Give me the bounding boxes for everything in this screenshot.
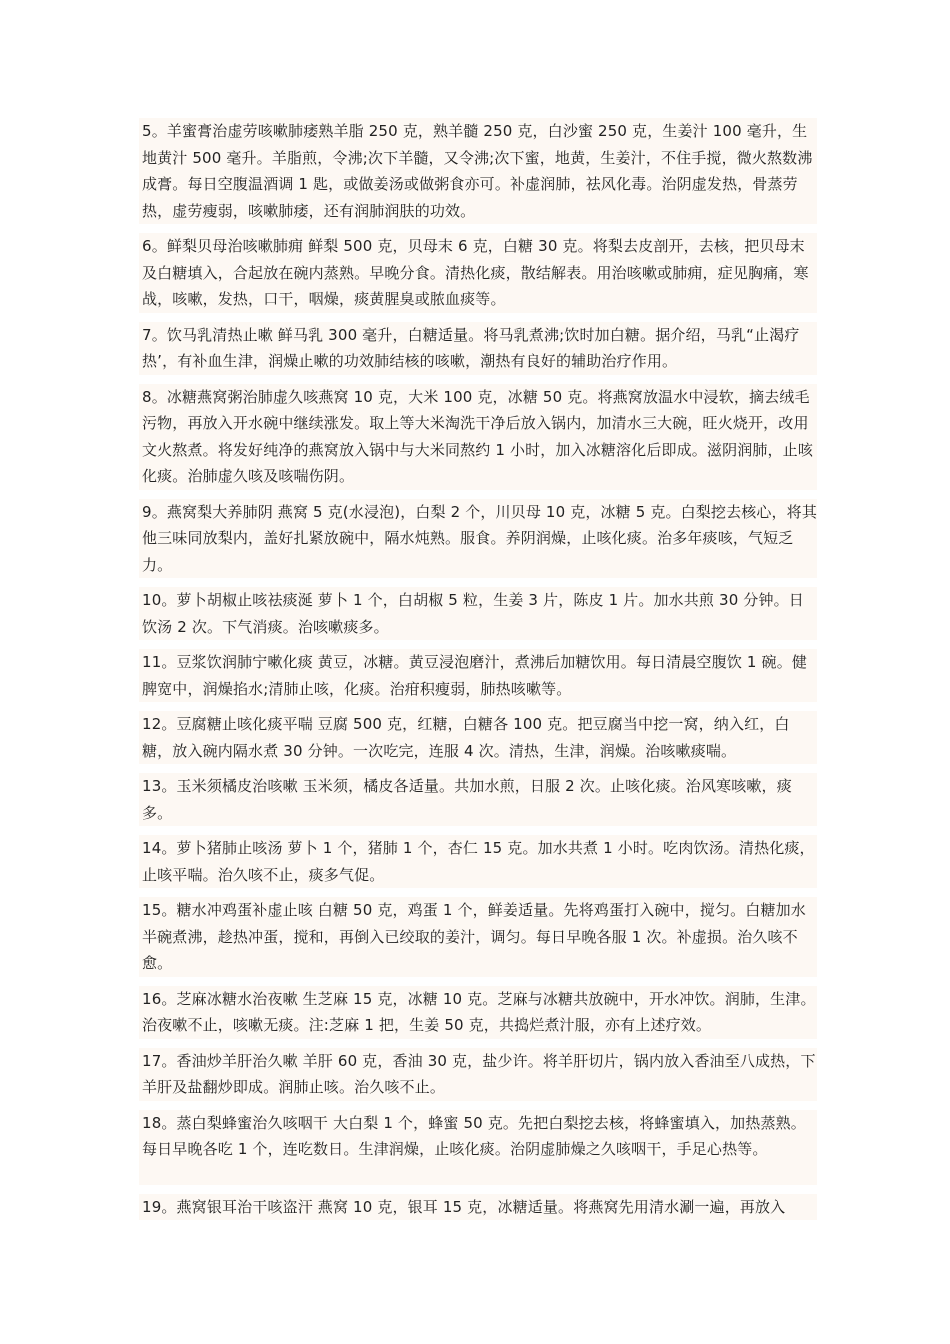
recipe-entry-7: 7。饮马乳清热止嗽 鲜马乳 300 毫升，白糖适量。将马乳煮沸;饮时加白糖。据介绍，马乳“止渴疗热’，有补血生津，润燥止嗽的功效肺结核的咳嗽，潮热有良好的辅助治疗作用。 [139,322,817,375]
recipe-entry-15: 15。糖水冲鸡蛋补虚止咳 白糖 50 克，鸡蛋 1 个，鲜姜适量。先将鸡蛋打入碗中，搅匀。白糖加水半碗煮沸，趁热冲蛋，搅和，再倒入已绞取的姜汁，调匀。每日早晚各服 1 次。补虚损。治久咳不愈。 [139,897,817,977]
recipe-entry-19: 19。燕窝银耳治干咳盗汗 燕窝 10 克，银耳 15 克，冰糖适量。将燕窝先用清水涮一遍，再放入 [139,1194,817,1221]
recipe-entry-9: 9。燕窝梨大养肺阴 燕窝 5 克(水浸泡)，白梨 2 个，川贝母 10 克，冰糖 5 克。白梨挖去核心，将其他三味同放梨内，盖好扎紧放碗中，隔水炖熟。服食。养阴润燥，止咳化痰。治多年痰咳，气短乏力。 [139,499,817,579]
recipe-entry-17: 17。香油炒羊肝治久嗽 羊肝 60 克，香油 30 克，盐少许。将羊肝切片，锅内放入香油至八成热，下羊肝及盐翻炒即成。润肺止咳。治久咳不止。 [139,1048,817,1101]
recipe-entry-8: 8。冰糖燕窝粥治肺虚久咳燕窝 10 克，大米 100 克，冰糖 50 克。将燕窝放温水中浸软，摘去绒毛污物，再放入开水碗中继续涨发。取上等大米淘洗干净后放入锅内，加清水三大碗，旺火烧开，改用文火熬煮。将发好纯净的燕窝放入锅中与大米同熬约 1 小时，加入冰糖溶化后即成。滋阴润肺，止咳化痰。治肺虚久咳及咳喘伤阴。 [139,384,817,490]
recipe-entry-16: 16。芝麻冰糖水治夜嗽 生芝麻 15 克，冰糖 10 克。芝麻与冰糖共放碗中，开水冲饮。润肺，生津。治夜嗽不止，咳嗽无痰。注:芝麻 1 把，生姜 50 克，共捣烂煮汁服，亦有上述疗效。 [139,986,817,1039]
recipe-entry-6: 6。鲜梨贝母治咳嗽肺痈 鲜梨 500 克，贝母末 6 克，白糖 30 克。将梨去皮剖开，去核，把贝母末及白糖填入，合起放在碗内蒸熟。早晚分食。清热化痰，散结解表。用治咳嗽或肺痈，症见胸痛，寒战，咳嗽，发热，口干，咽燥，痰黄腥臭或脓血痰等。 [139,233,817,313]
recipe-entry-5: 5。羊蜜膏治虚劳咳嗽肺痿熟羊脂 250 克，熟羊髓 250 克，白沙蜜 250 克，生姜汁 100 毫升，生地黄汁 500 毫升。羊脂煎，令沸;次下羊髓，又令沸;次下蜜，地黄，生姜汁，不住手搅，微火熬数沸成膏。每日空腹温酒调 1 匙，或做姜汤或做粥食亦可。补虚润肺，祛风化毒。治阴虚发热，骨蒸劳热，虚劳瘦弱，咳嗽肺痿，还有润肺润肤的功效。 [139,118,817,224]
recipe-entry-12: 12。豆腐糖止咳化痰平喘 豆腐 500 克，红糖，白糖各 100 克。把豆腐当中挖一窝，纳入红，白糖，放入碗内隔水煮 30 分钟。一次吃完，连服 4 次。清热，生津，润燥。治咳嗽痰喘。 [139,711,817,764]
recipe-entry-11: 11。豆浆饮润肺宁嗽化痰 黄豆，冰糖。黄豆浸泡磨汁，煮沸后加糖饮用。每日清晨空腹饮 1 碗。健脾宽中，润燥掐水;清肺止咳，化痰。治疳积瘦弱，肺热咳嗽等。 [139,649,817,702]
recipe-entry-14: 14。萝卜猪肺止咳汤 萝卜 1 个，猪肺 1 个，杏仁 15 克。加水共煮 1 小时。吃肉饮汤。清热化痰，止咳平喘。治久咳不止，痰多气促。 [139,835,817,888]
document-body [139,118,817,1229]
recipe-entry-13: 13。玉米须橘皮治咳嗽 玉米须，橘皮各适量。共加水煎，日服 2 次。止咳化痰。治风寒咳嗽，痰多。 [139,773,817,826]
recipe-entry-18: 18。蒸白梨蜂蜜治久咳咽干 大白梨 1 个，蜂蜜 50 克。先把白梨挖去核，将蜂蜜填入，加热蒸熟。每日早晚各吃 1 个，连吃数日。生津润燥，止咳化痰。治阴虚肺燥之久咳咽干，手足心热等。 [139,1110,817,1185]
recipe-entry-10: 10。萝卜胡椒止咳祛痰涎 萝卜 1 个，白胡椒 5 粒，生姜 3 片，陈皮 1 片。加水共煎 30 分钟。日饮汤 2 次。下气消痰。治咳嗽痰多。 [139,587,817,640]
